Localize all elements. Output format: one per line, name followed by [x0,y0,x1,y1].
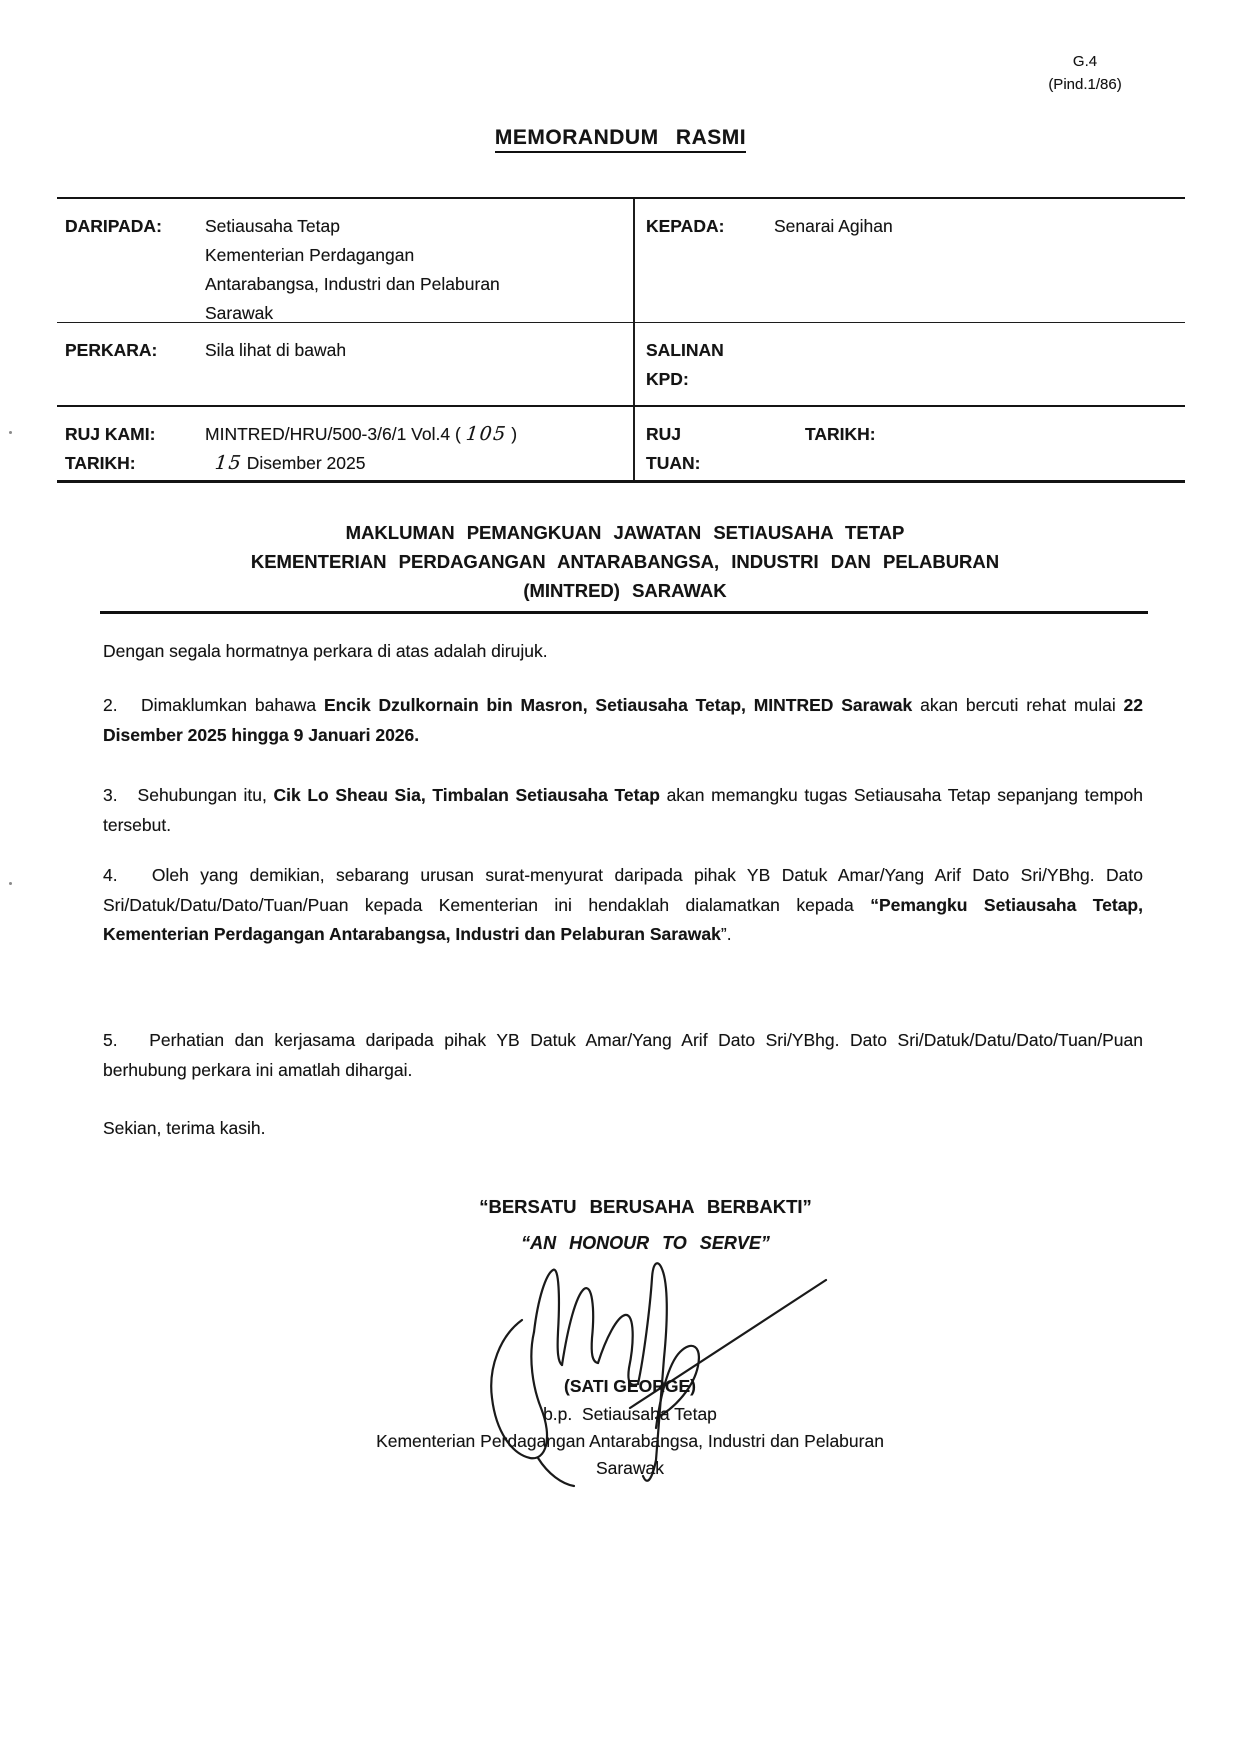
form-revision: (Pind.1/86) [1048,76,1122,93]
tarikh-value [205,453,365,473]
daripada-line: Antarabangsa, Industri dan Pelaburan [205,274,500,294]
paragraph-5: 5. Perhatian dan kerjasama daripada pihak YB Datuk Amar/Yang Arif Dato Sri/YBhg. Dato Sri/Datuk/Datu/Dato/Tuan/Puan berhubung perkara ini amatlah dihargai. [103,1030,1143,1080]
closing-line: Sekian, terima kasih. [103,1118,266,1138]
kepada-value: Senarai Agihan [774,216,893,236]
perkara-label: PERKARA: [65,340,158,360]
signatory-org-line2: Sarawak [595,1458,665,1478]
paragraph-2-text: 2. Dimaklumkan bahawa [103,695,324,715]
kepada-cell [633,199,1185,322]
tarikh-handwritten-day: 15 [213,452,244,474]
salinan-label-line1: SALINAN [646,340,724,360]
paragraph-4-text: ”. [720,924,732,944]
page-title-text: MEMORANDUM RASMI [495,126,746,153]
table-row-daripada-kepada [57,199,1185,323]
ruj-tuan-label-line1: RUJ [646,424,682,444]
paragraph-2-bold-dates: 22 Disember 2025 hingga 9 Januari 2026. [103,695,1143,745]
paragraph-3-text: 3. Sehubungan itu, [103,785,274,805]
scan-speck [9,431,12,434]
paragraph-4 [103,861,1143,950]
perkara-value: Sila lihat di bawah [205,340,347,360]
tarikh-typed: Disember 2025 [241,453,366,473]
subject-line2: KEMENTERIAN PERDAGANGAN ANTARABANGSA, INDUSTRI DAN PELABURAN [250,551,1000,572]
kepada-label: KEPADA: [646,216,725,236]
daripada-cell [57,199,633,322]
paragraph-4-bold-address: “Pemangku Setiausaha Tetap, Kementerian Perdagangan Antarabangsa, Industri dan Pelaburan Sarawak [103,894,1143,944]
tarikh-label: TARIKH: [65,453,136,473]
daripada-line: Kementerian Perdagangan [205,245,415,265]
paragraph-1: Dengan segala hormatnya perkara di atas adalah dirujuk. [103,641,548,661]
ruj-tuan-cell [633,407,1185,478]
table-row-ruj-tarikh [57,407,1185,478]
subject-line1: MAKLUMAN PEMANGKUAN JAWATAN SETIAUSAHA TETAP [345,522,905,543]
motto-english: “AN HONOUR TO SERVE” [521,1233,770,1253]
ruj-kami-typed: MINTRED/HRU/500-3/6/1 Vol.4 ( [205,424,461,444]
paragraph-2 [103,691,1143,750]
paragraph-2-bold-name: Encik Dzulkornain bin Masron, Setiausaha Tetap, MINTRED Sarawak [323,695,913,715]
motto-malay: “BERSATU BERUSAHA BERBAKTI” [479,1196,812,1217]
daripada-line: Setiausaha Tetap [205,216,340,236]
form-code-block [1005,50,1165,96]
ruj-kami-cell [57,407,633,478]
tarikh2-label: TARIKH: [805,424,876,444]
paragraph-3-bold-name: Cik Lo Sheau Sia, Timbalan Setiausaha Tetap [273,785,660,805]
perkara-cell [57,323,633,405]
daripada-value [205,212,500,328]
ruj-kami-label: RUJ KAMI: [65,424,156,444]
subject-line3: (MINTRED) SARAWAK [523,580,727,601]
daripada-label: DARIPADA: [65,216,162,236]
subject-underline [100,611,1148,614]
salinan-cell [633,323,1185,405]
daripada-line: Sarawak [205,303,274,323]
signatory-name: (SATI GEORGE) [564,1376,696,1396]
scan-speck [9,882,12,885]
subject-heading [100,518,1150,605]
ruj-kami-value [205,424,517,444]
ruj-kami-handwritten-number: 105 [464,423,508,445]
form-code: G.4 [1072,53,1098,70]
signatory-org-line: Kementerian Perdagangan Antarabangsa, Industri dan Pelaburan [376,1431,884,1451]
paragraph-3 [103,781,1143,840]
ruj-kami-values [205,420,517,478]
salinan-label-line2: KPD: [646,369,689,389]
paragraph-2-text: akan bercuti rehat mulai [912,695,1124,715]
ruj-kami-close-paren: ) [511,424,518,444]
table-row-perkara-salinan [57,323,1185,407]
ruj-kami-tarikh-labels [65,420,205,478]
signatory-bp-line: b.p. Setiausaha Tetap [543,1404,717,1424]
memo-header-table [57,197,1185,483]
ruj-tuan-label-line2: TUAN: [646,453,701,473]
paragraph-4-text: 4. Oleh yang demikian, sebarang urusan surat-menyurat daripada pihak YB Datuk Amar/Yang Arif Dato Sri/YBhg. Dato Sri/Datuk/Datu/Dato/Tuan/Puan kepada Kementerian ini hendaklah dialamatkan kepada [103,865,1143,915]
page-title [0,126,1241,150]
paragraph-3-text: akan memangku tugas Setiausaha Tetap sepanjang tempoh tersebut. [103,785,1143,835]
